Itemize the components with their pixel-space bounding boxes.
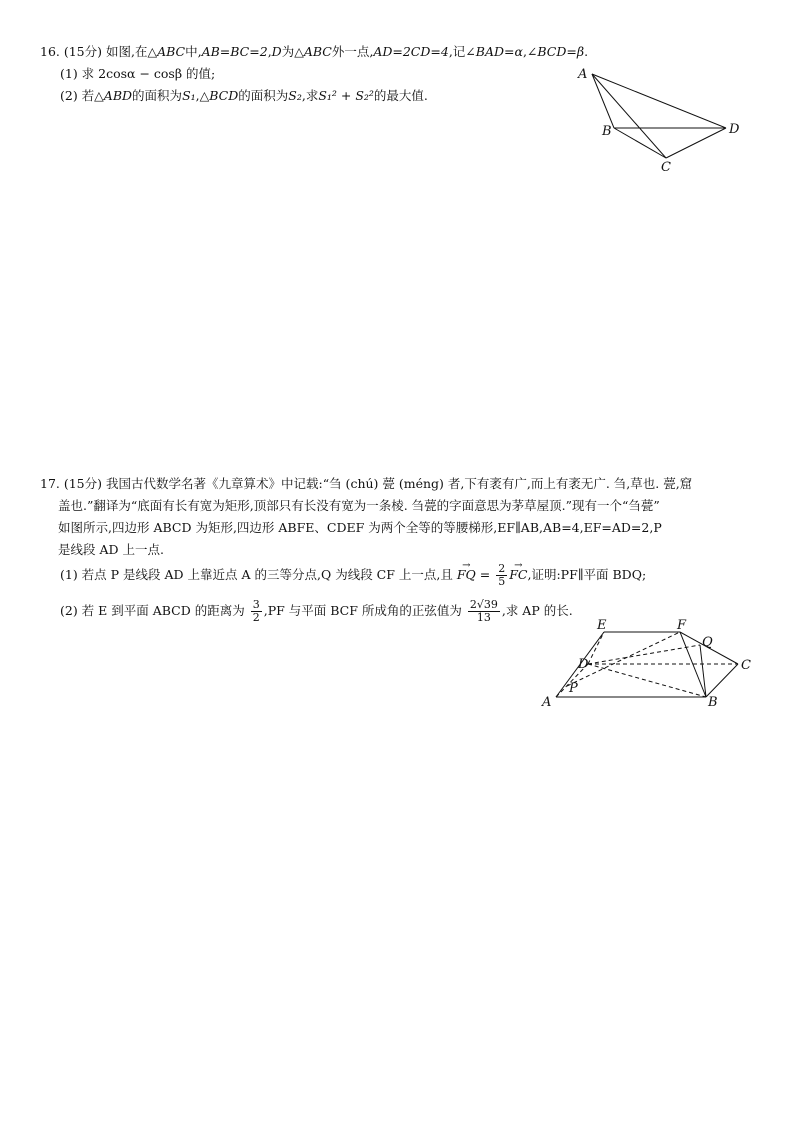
q16-math: S₁² + S₂²: [318, 88, 374, 103]
segment-DB: [588, 664, 706, 697]
q17-text: (2) 若 E 到平面 ABCD 的距离为: [60, 603, 245, 618]
q16-part2: [60, 88, 428, 104]
edge-DE: [588, 632, 604, 664]
segment-BC: [614, 128, 666, 158]
q17-line1: 17. (15分) 我国古代数学名著《九章算术》中记载:“刍 (chú) 甍 (méng) 者,下有袤有广,而上有袤无广. 刍,草也. 甍,窟: [40, 476, 693, 491]
q16-text: ,求: [301, 88, 319, 103]
q17-figure: [535, 615, 765, 715]
label-D: D: [578, 657, 589, 672]
label-B: B: [708, 695, 718, 710]
label-A: A: [542, 695, 552, 710]
q16-text: 中,: [185, 44, 202, 59]
segment-AD: [592, 74, 726, 128]
label-B: B: [602, 124, 612, 139]
q17-text: ,PF 与平面 BCF 所成角的正弦值为: [263, 603, 462, 618]
label-C: C: [661, 160, 671, 175]
numerator: 2√39: [469, 598, 498, 611]
q16-text: 外一点,: [331, 44, 374, 59]
q17-text: ,证明:PF∥平面 BDQ;: [527, 567, 647, 582]
q16-part1: (1) 求 2cosα − cosβ 的值;: [60, 66, 216, 81]
q16-math: BCD: [209, 88, 239, 103]
q17-text: (1) 若点 P 是线段 AD 上靠近点 A 的三等分点,Q 为线段 CF 上一点,且: [60, 567, 453, 582]
label-E: E: [597, 618, 607, 633]
q17-text: =: [479, 567, 491, 582]
q17-line3: 如图所示,四边形 ABCD 为矩形,四边形 ABFE、CDEF 为两个全等的等腰梯形,EF∥AB,AB=4,EF=AD=2,P: [58, 520, 662, 535]
q16-text: ,△: [195, 88, 210, 103]
q16-text: 为△: [281, 44, 304, 59]
denominator: 13: [476, 611, 491, 624]
q16-text: ,: [267, 44, 272, 59]
q16-text: ,记∠: [448, 44, 476, 59]
label-F: F: [677, 618, 687, 633]
fraction-3-2: [251, 599, 262, 624]
q16-text: 的面积为: [132, 88, 183, 103]
q17-part1: [60, 563, 646, 588]
numerator: 3: [252, 598, 260, 611]
q16-math: AD=2CD=4: [373, 44, 449, 59]
q16-stem: [40, 44, 588, 60]
label-C: C: [741, 658, 751, 673]
vector-FQ: → FQ: [457, 567, 476, 583]
q16-figure: [570, 60, 750, 180]
q16-text: 16. (15分) 如图,在△: [40, 44, 158, 59]
label-D: D: [729, 122, 740, 137]
q17-text: ,求 AP 的长.: [501, 603, 573, 618]
fraction-2sqrt39-13: [468, 599, 500, 624]
label-Q: Q: [702, 635, 713, 650]
q16-text: .: [584, 44, 589, 59]
vector-FC: → FC: [509, 567, 527, 583]
q16-math: ABC: [157, 44, 186, 59]
q16-math: AB=BC=2: [201, 44, 268, 59]
q17-line4: 是线段 AD 上一点.: [58, 542, 164, 557]
segment-AB: [592, 74, 614, 128]
numerator: 2: [498, 562, 506, 575]
label-P: P: [569, 681, 578, 696]
q16-math: S₂: [288, 88, 302, 103]
label-A: A: [578, 67, 588, 82]
fraction-2-5: [496, 563, 507, 588]
q16-text: (2) 若△: [60, 88, 104, 103]
q16-math: S₁: [182, 88, 196, 103]
q16-text: 的面积为: [238, 88, 289, 103]
q17-line2: 盖也.”翻译为“底面有长有宽为矩形,顶部只有长没有宽为一条棱. 刍甍的字面意思为茅草屋顶.”现有一个“刍甍”: [58, 498, 660, 513]
q16-math: D: [271, 44, 282, 59]
q16-math: BCD=β: [537, 44, 585, 59]
denominator: 5: [498, 575, 506, 588]
segment-AC: [592, 74, 666, 158]
segment-CD: [666, 128, 726, 158]
edge-BC: [706, 664, 738, 697]
q16-math: BAD=α: [475, 44, 523, 59]
segment-DQ: [588, 645, 700, 664]
q16-math: ABD: [103, 88, 133, 103]
q16-text: ,∠: [522, 44, 538, 59]
q16-math: ABC: [303, 44, 332, 59]
q17-part2: [60, 599, 573, 624]
denominator: 2: [252, 611, 260, 624]
q16-text: 的最大值.: [373, 88, 428, 103]
